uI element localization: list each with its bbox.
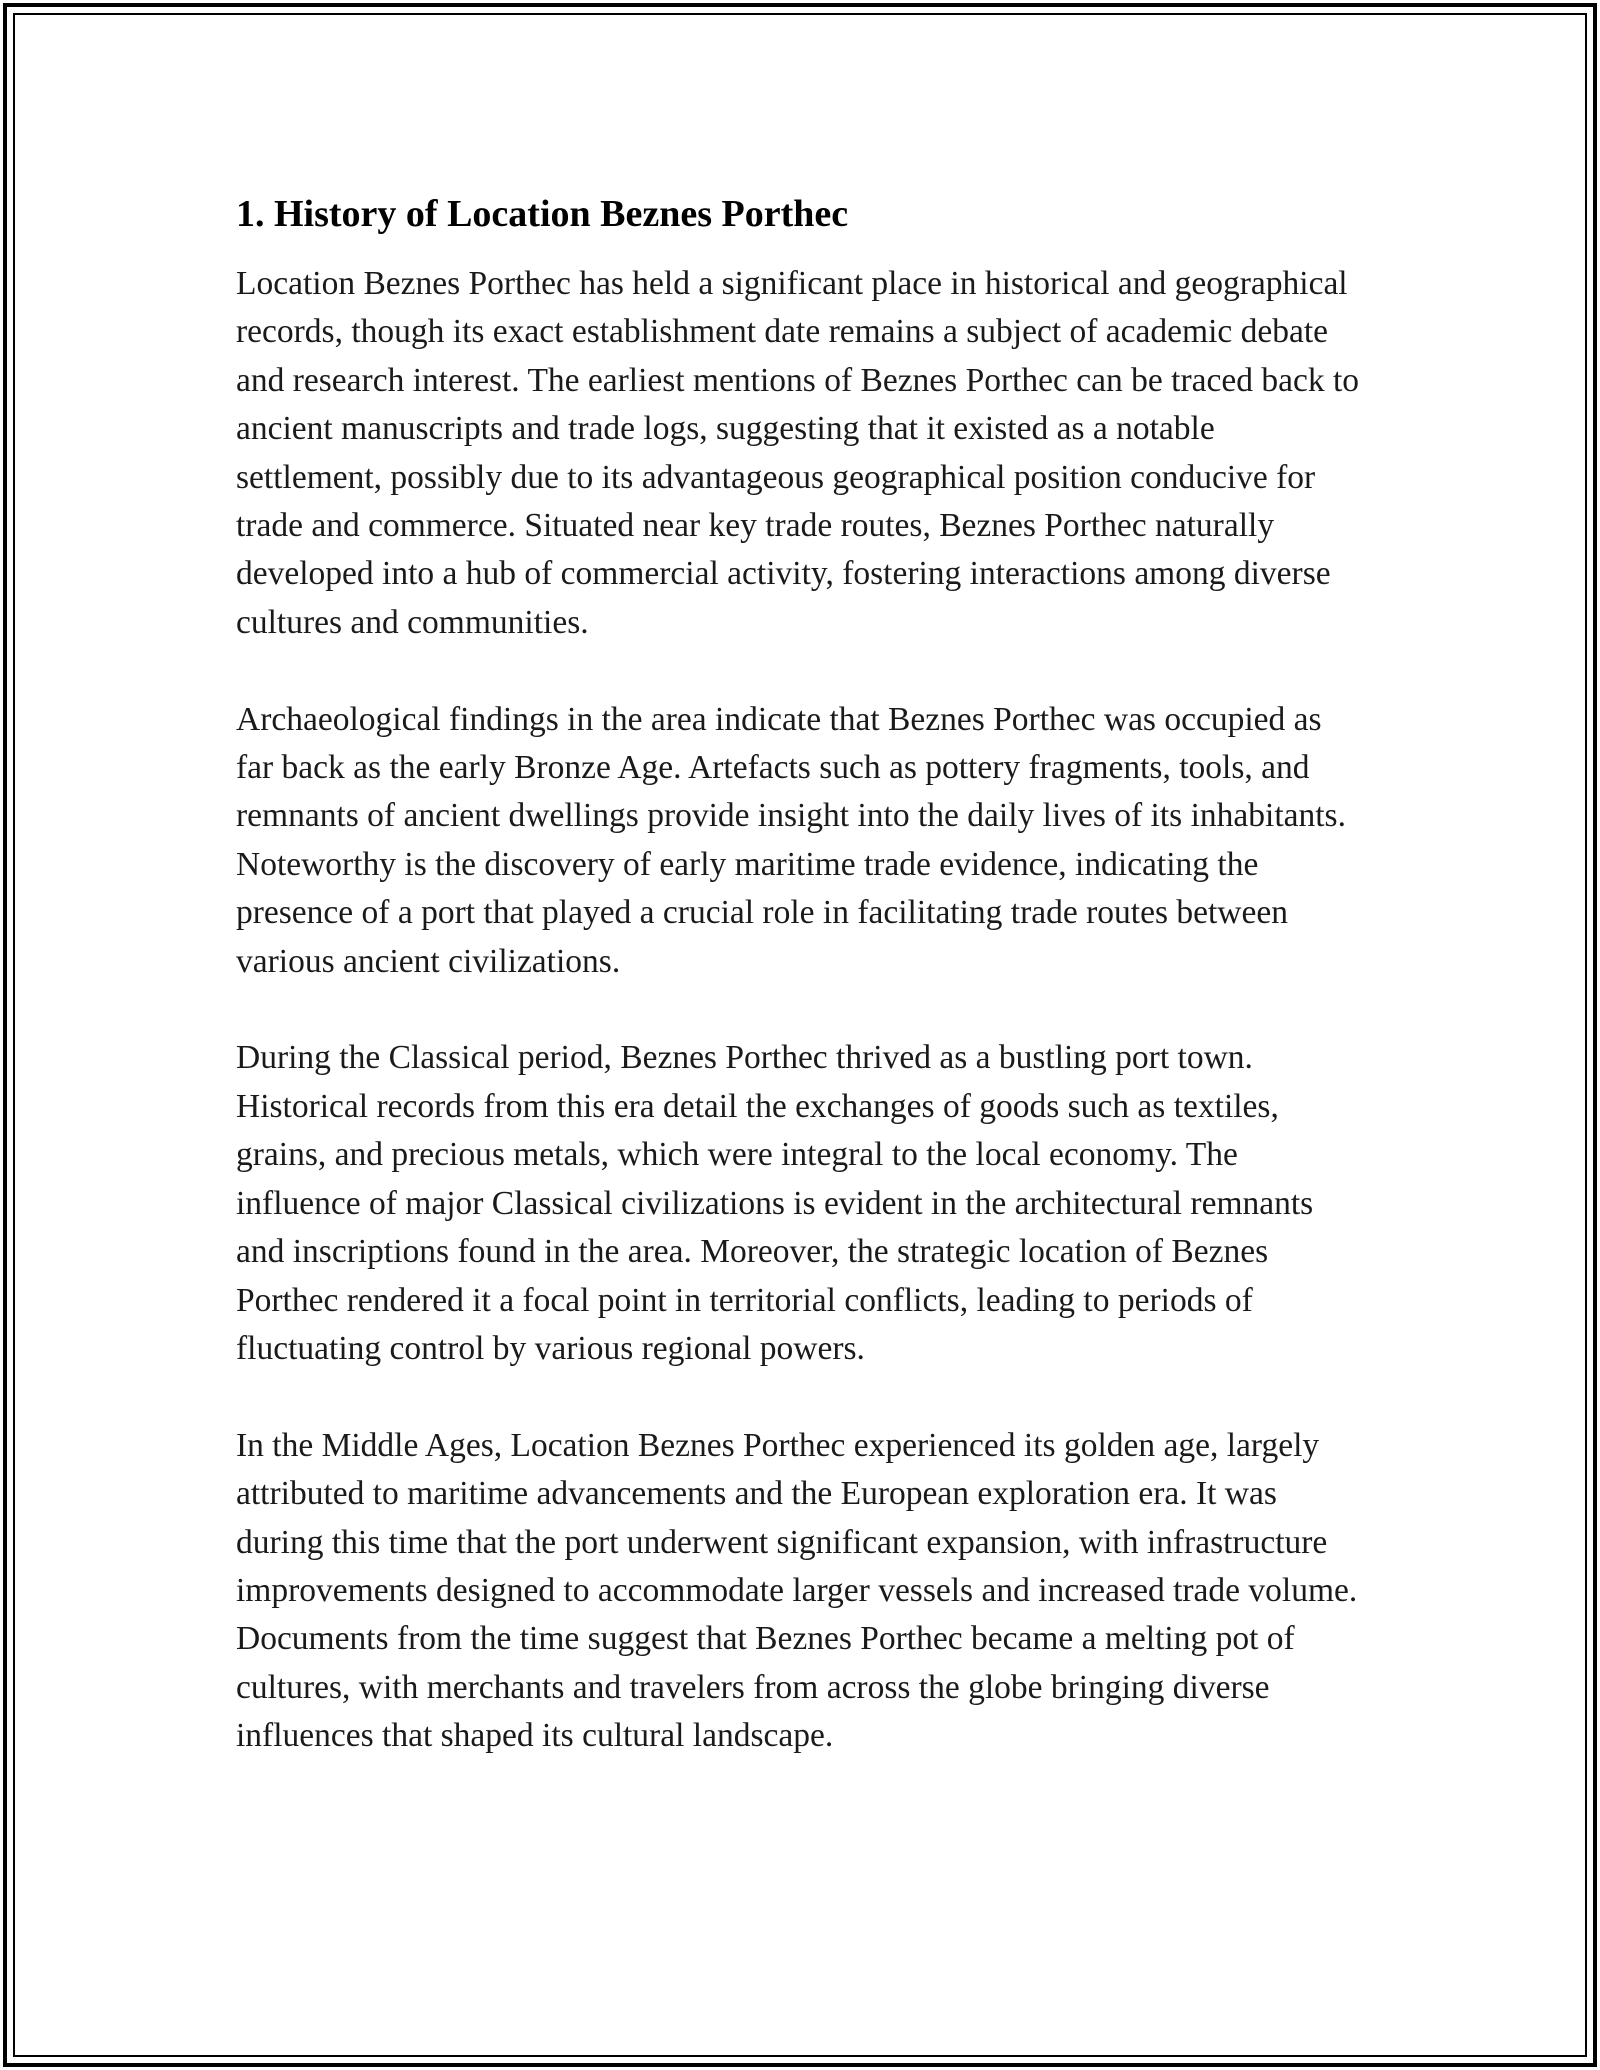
- paragraph-classical-period: During the Classical period, Beznes Porthec thrived as a bustling port town. Historical records from this era detail the exchanges of goods such as textiles, grains, and precious metals, which were integral to the local economy. The influence of major Classical civilizations is evident in the architectural remnants and inscriptions found in the area. Moreover, the strategic location of Beznes Porthec rendered it a focal point in territorial conflicts, leading to periods of fluctuating control by various regional powers.: [236, 1039, 1314, 1367]
- section-heading: 1. History of Location Beznes Porthec: [236, 193, 849, 235]
- paragraph-archaeology: Archaeological findings in the area indicate that Beznes Porthec was occupied as far back as the early Bronze Age. Artefacts such as pottery fragments, tools, and remnants of ancient dwellings provide insight into the daily lives of its inhabitants. Noteworthy is the discovery of early maritime trade evidence, indicating the presence of a port that played a crucial role in facilitating trade routes between various ancient civilizations.: [236, 700, 1346, 980]
- paragraph-middle-ages: In the Middle Ages, Location Beznes Porthec experienced its golden age, largely attributed to maritime advancements and the European exploration era. It was during this time that the port underwent significant expansion, with infrastructure improvements designed to accommodate larger vessels and increased trade volume. Documents from the time suggest that Beznes Porthec became a melting pot of cultures, with merchants and travelers from across the globe bringing diverse influences that shaped its cultural landscape.: [236, 1426, 1358, 1755]
- document-body: [236, 186, 1366, 1761]
- paragraph-origins: Location Beznes Porthec has held a significant place in historical and geographical records, though its exact establishment date remains a subject of academic debate and research interest. The earliest mentions of Beznes Porthec can be traced back to ancient manuscripts and trade logs, suggesting that it existed as a notable settlement, possibly due to its advantageous geographical position conducive for trade and commerce. Situated near key trade routes, Beznes Porthec naturally developed into a hub of commercial activity, fostering interactions among diverse cultures and communities.: [236, 265, 1360, 641]
